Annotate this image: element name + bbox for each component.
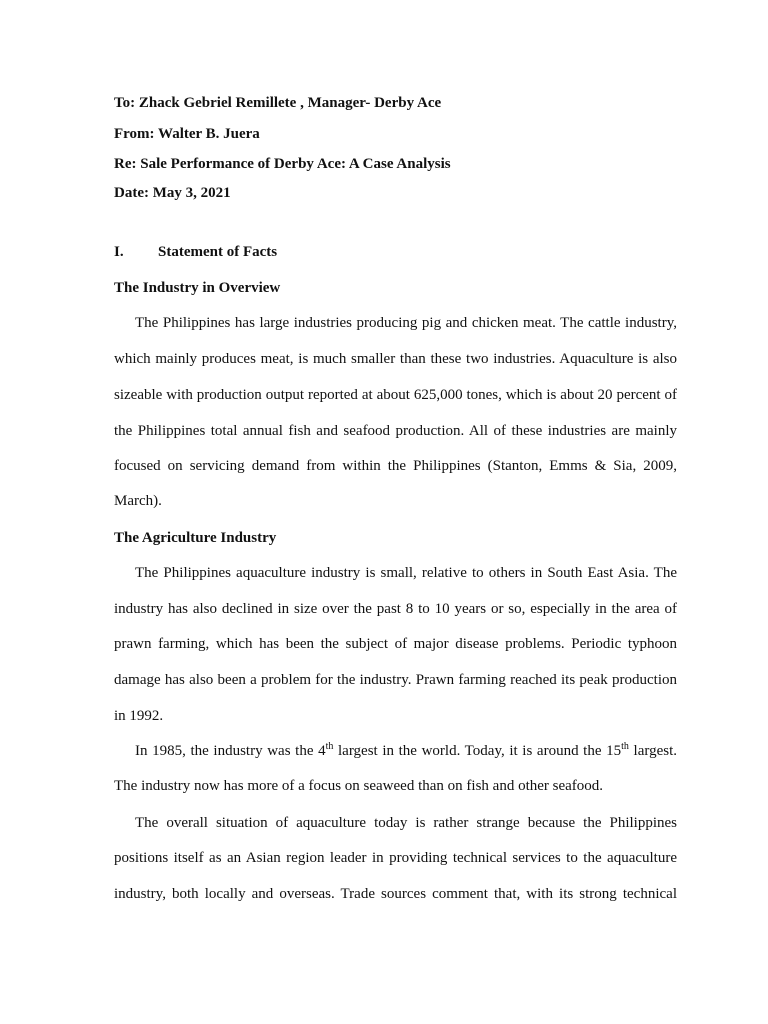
memo-from: From: Walter B. Juera	[114, 126, 260, 142]
paragraph-line	[135, 741, 677, 761]
section-number: I.	[114, 244, 124, 260]
paragraph-text: In 1985, the industry was the 4	[135, 743, 326, 759]
paragraph-line: industry has also declined in size over the past 8 to 10 years or so, especially in the area of	[114, 601, 677, 617]
paragraph-line: The Philippines has large industries producing pig and chicken meat. The cattle industry,	[135, 315, 677, 331]
paragraph-text: largest.	[628, 743, 678, 759]
paragraph-line: prawn farming, which has been the subject of major disease problems. Periodic typhoon	[114, 636, 677, 652]
paragraph-line: positions itself as an Asian region leader in providing technical services to the aquaculture	[114, 850, 677, 866]
paragraph-line: the Philippines total annual fish and seafood production. All of these industries are mainly	[114, 423, 677, 439]
superscript: th	[621, 741, 629, 752]
paragraph-line: March).	[114, 493, 162, 509]
paragraph-line: The industry now has more of a focus on seaweed than on fish and other seafood.	[114, 778, 604, 794]
memo-re: Re: Sale Performance of Derby Ace: A Case Analysis	[114, 156, 451, 172]
paragraph-line: in 1992.	[114, 708, 164, 724]
paragraph-line: damage has also been a problem for the industry. Prawn farming reached its peak production	[114, 672, 677, 688]
paragraph-line: The Philippines aquaculture industry is small, relative to others in South East Asia. The	[135, 565, 677, 581]
paragraph-line: focused on servicing demand from within the Philippines (Stanton, Emms & Sia, 2009,	[114, 458, 677, 474]
memo-to: To: Zhack Gebriel Remillete , Manager- Derby Ace	[114, 95, 442, 111]
paragraph-line: sizeable with production output reported at about 625,000 tones, which is about 20 percent of	[114, 387, 677, 403]
section-title: Statement of Facts	[158, 244, 278, 260]
memo-date: Date: May 3, 2021	[114, 185, 231, 201]
subheading-agriculture: The Agriculture Industry	[114, 530, 277, 546]
paragraph-line: which mainly produces meat, is much smaller than these two industries. Aquaculture is also	[114, 351, 677, 367]
subheading-overview: The Industry in Overview	[114, 280, 281, 296]
superscript: th	[325, 741, 334, 752]
paragraph-line: industry, both locally and overseas. Trade sources comment that, with its strong technical	[114, 886, 677, 902]
paragraph-line: The overall situation of aquaculture today is rather strange because the Philippines	[135, 815, 677, 831]
paragraph-text: largest in the world. Today, it is around the 15	[333, 743, 622, 759]
